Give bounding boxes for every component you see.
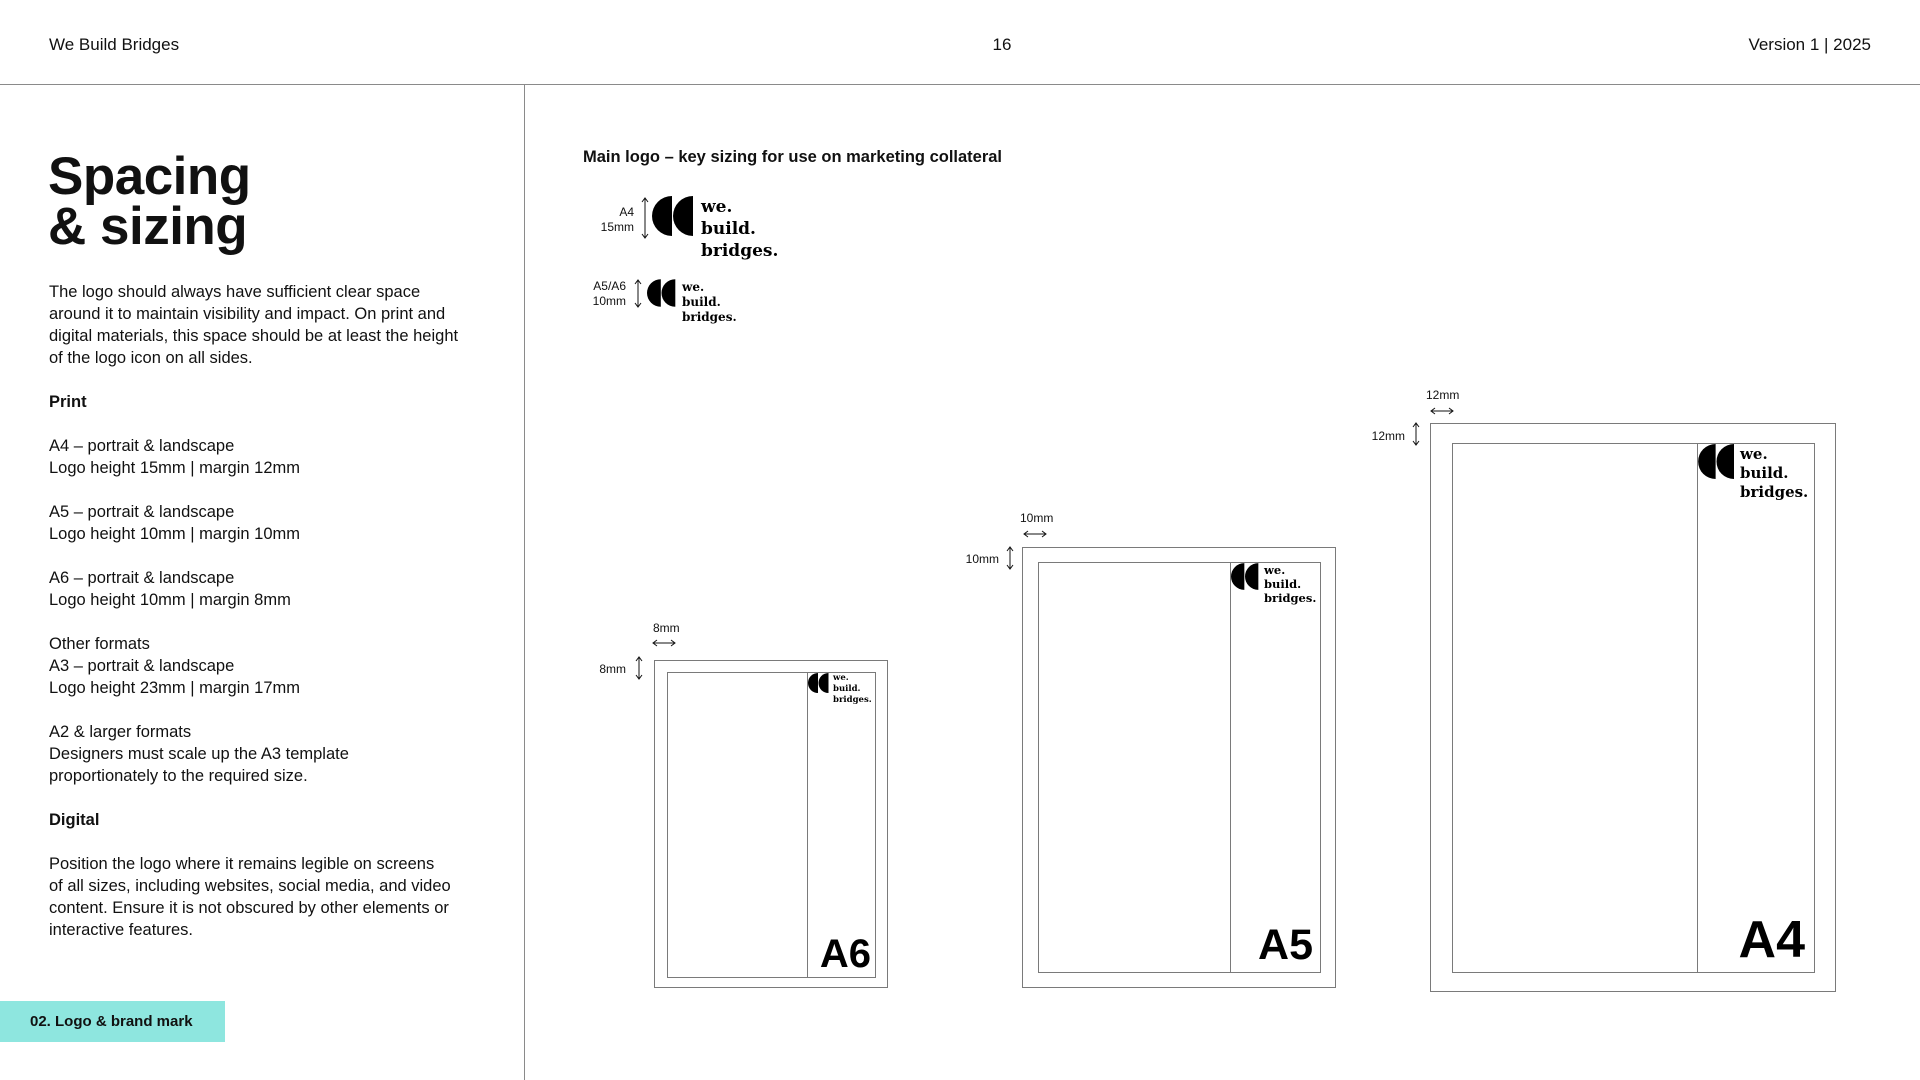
- a4-margin-horizontal-label: 12mm: [1426, 388, 1460, 402]
- digital-line: of all sizes, including websites, social media, and video: [49, 877, 451, 895]
- intro-line: of the logo icon on all sides.: [49, 349, 253, 367]
- a6-spec: [49, 567, 479, 611]
- column-divider: [524, 85, 525, 1080]
- intro-line: The logo should always have sufficient clear space: [49, 283, 421, 301]
- logo-word-1: we. build.: [682, 280, 721, 309]
- digital-line: interactive features.: [49, 921, 193, 939]
- a4-column-line: [1697, 443, 1698, 973]
- logo-word-2: bridges.: [1740, 483, 1809, 501]
- a5-margin-frame: [1038, 562, 1321, 973]
- a5-page: [1022, 547, 1336, 988]
- a6-spec-title: A6 – portrait & landscape: [49, 569, 235, 587]
- guidelines-text: [49, 281, 479, 963]
- intro-line: digital materials, this space should be at least the height: [49, 327, 459, 345]
- a3-spec-title: A3 – portrait & landscape: [49, 657, 235, 675]
- intro-paragraph: [49, 281, 479, 369]
- a6-page: [654, 660, 888, 988]
- a5-size-label: A5: [1258, 921, 1313, 969]
- logo-word-2: bridges.: [833, 695, 872, 705]
- double-arrow-vertical-icon: [1005, 546, 1015, 570]
- brand-name: We Build Bridges: [49, 35, 180, 54]
- larger-formats-title: A2 & larger formats: [49, 723, 192, 741]
- other-formats-heading: Other formats: [49, 635, 150, 653]
- logo-mark-icon: [647, 279, 676, 307]
- a4-margin-frame: [1452, 443, 1815, 973]
- a6-column-line: [807, 672, 808, 978]
- double-arrow-vertical-icon: [633, 278, 643, 309]
- logo-word-1: we. build.: [1740, 445, 1789, 482]
- print-heading-block: [49, 391, 479, 413]
- key-a5a6-size: A5/A6: [593, 279, 626, 293]
- a6-margin-horizontal-label: 8mm: [653, 621, 680, 635]
- intro-line: around it to maintain visibility and impact. On print and: [49, 305, 446, 323]
- a3-spec-detail: Logo height 23mm | margin 17mm: [49, 679, 300, 697]
- larger-formats-detail: Designers must scale up the A3 template: [49, 745, 349, 763]
- double-arrow-horizontal-icon: [1430, 406, 1454, 416]
- a5-spec: [49, 501, 479, 545]
- print-heading: Print: [49, 393, 87, 411]
- digital-line: content. Ensure it is not obscured by other elements or: [49, 899, 449, 917]
- digital-line: Position the logo where it remains legible on screens: [49, 855, 435, 873]
- title-line-1: Spacing: [48, 147, 251, 206]
- a6-size-label: A6: [819, 932, 871, 976]
- key-a5a6-height: 10mm: [592, 294, 626, 308]
- a4-size-label: A4: [1738, 911, 1805, 969]
- title-line-2: & sizing: [48, 197, 248, 256]
- digital-heading: Digital: [49, 811, 100, 829]
- key-a4-height: 15mm: [600, 220, 634, 234]
- logo-mark-icon: [652, 196, 694, 236]
- digital-heading-block: [49, 809, 479, 831]
- section-badge-label: 02. Logo & brand mark: [30, 1013, 193, 1030]
- a4-margin-vertical-label: 12mm: [1371, 429, 1405, 443]
- logo-word-2: bridges.: [1264, 591, 1317, 605]
- logo-word-1: we. build.: [833, 673, 861, 694]
- a5-margin-vertical-label: 10mm: [965, 552, 999, 566]
- a5-margin-horizontal-label: 10mm: [1020, 511, 1054, 525]
- a5-spec-detail: Logo height 10mm | margin 10mm: [49, 525, 300, 543]
- a6-margin-vertical-label: 8mm: [599, 662, 626, 676]
- logo-word-1: we. build.: [1264, 563, 1302, 591]
- logo-mark-icon: [1231, 563, 1259, 590]
- page-title: [48, 147, 251, 256]
- logo-mark-icon: [1698, 444, 1735, 479]
- section-badge: [0, 1001, 225, 1042]
- double-arrow-horizontal-icon: [652, 638, 676, 648]
- logo-mark-icon: [808, 673, 829, 693]
- double-arrow-vertical-icon: [640, 196, 650, 240]
- panel-heading: Main logo – key sizing for use on marketing collateral: [583, 148, 1003, 166]
- larger-formats-detail: proportionately to the required size.: [49, 767, 308, 785]
- a5-spec-title: A5 – portrait & landscape: [49, 503, 235, 521]
- larger-formats-spec: [49, 721, 479, 787]
- digital-paragraph: [49, 853, 479, 941]
- logo-word-2: bridges.: [682, 310, 737, 324]
- page-number: 16: [992, 35, 1012, 54]
- a5-column-line: [1230, 562, 1231, 973]
- logo-word-2: bridges.: [701, 241, 779, 261]
- a4-spec-title: A4 – portrait & landscape: [49, 437, 235, 455]
- a4-page: [1430, 423, 1836, 992]
- double-arrow-vertical-icon: [634, 656, 644, 680]
- a6-spec-detail: Logo height 10mm | margin 8mm: [49, 591, 291, 609]
- other-formats-spec: [49, 633, 479, 699]
- double-arrow-horizontal-icon: [1023, 529, 1047, 539]
- key-a4-size: A4: [619, 205, 634, 219]
- a4-spec-detail: Logo height 15mm | margin 12mm: [49, 459, 300, 477]
- a4-spec: [49, 435, 479, 479]
- double-arrow-vertical-icon: [1411, 422, 1421, 446]
- logo-word-1: we. build.: [701, 197, 756, 239]
- version-label: Version 1 | 2025: [1748, 35, 1871, 54]
- page-header: [0, 0, 1920, 85]
